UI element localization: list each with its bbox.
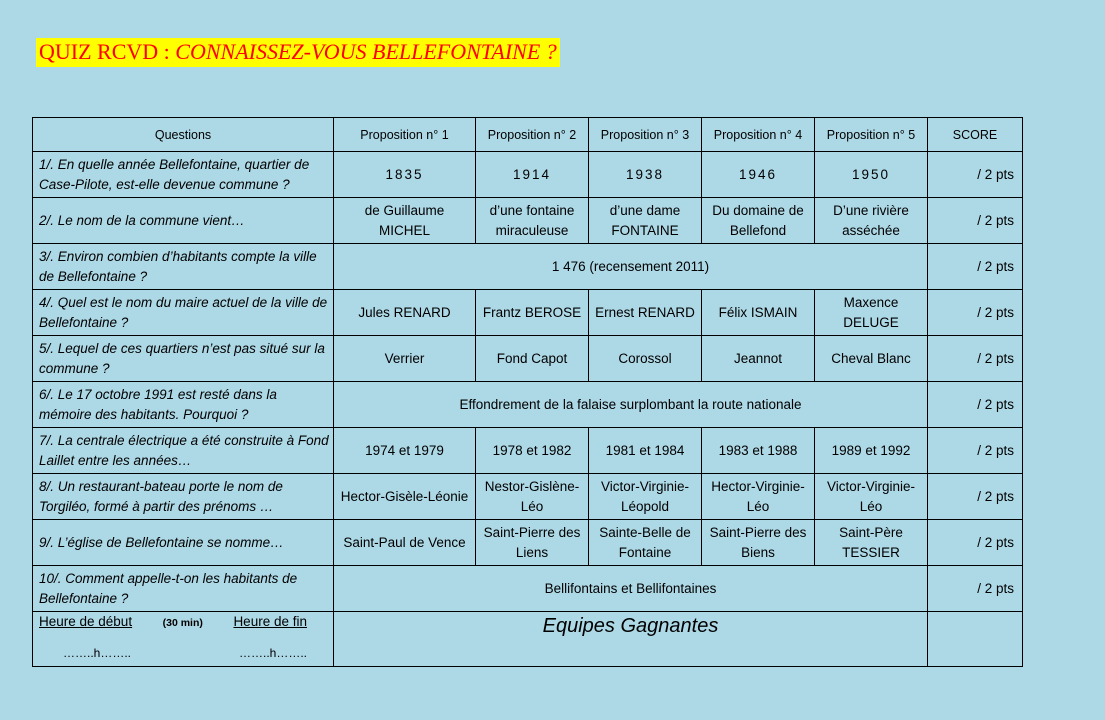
header-questions: Questions bbox=[33, 118, 334, 152]
proposition-cell: Victor-Virginie-Léo bbox=[815, 474, 928, 520]
duration-label: (30 min) bbox=[162, 617, 203, 629]
proposition-cell: 1989 et 1992 bbox=[815, 428, 928, 474]
proposition-cell: Hector-Virginie-Léo bbox=[702, 474, 815, 520]
question-row bbox=[33, 244, 1023, 290]
proposition-cell: 1950 bbox=[815, 152, 928, 198]
proposition-cell: Félix ISMAIN bbox=[702, 290, 815, 336]
question-text: 8/. Un restaurant-bateau porte le nom de Torgiléo, formé à partir des prénoms … bbox=[33, 474, 334, 520]
proposition-cell: Corossol bbox=[589, 336, 702, 382]
proposition-cell: 1938 bbox=[589, 152, 702, 198]
quiz-title-prefix: QUIZ RCVD : bbox=[39, 39, 170, 64]
header-score: SCORE bbox=[928, 118, 1023, 152]
question-text: 1/. En quelle année Bellefontaine, quartier de Case-Pilote, est-elle devenue commune ? bbox=[33, 152, 334, 198]
start-time-blank: ……..h…….. bbox=[63, 646, 132, 660]
question-text: 4/. Quel est le nom du maire actuel de la ville de Bellefontaine ? bbox=[33, 290, 334, 336]
question-row bbox=[33, 474, 1023, 520]
proposition-cell: Nestor-Gislène-Léo bbox=[476, 474, 589, 520]
proposition-cell: Saint-Pierre des Biens bbox=[702, 520, 815, 566]
footer-row bbox=[33, 612, 1023, 667]
question-row bbox=[33, 152, 1023, 198]
proposition-cell: Saint-Pierre des Liens bbox=[476, 520, 589, 566]
score-cell: / 2 pts bbox=[928, 336, 1023, 382]
score-cell: / 2 pts bbox=[928, 474, 1023, 520]
question-text: 3/. Environ combien d’habitants compte la ville de Bellefontaine ? bbox=[33, 244, 334, 290]
proposition-cell: Jeannot bbox=[702, 336, 815, 382]
time-cell bbox=[33, 612, 334, 667]
quiz-table bbox=[32, 117, 1023, 667]
merged-answer-cell: 1 476 (recensement 2011) bbox=[334, 244, 928, 290]
proposition-cell: Ernest RENARD bbox=[589, 290, 702, 336]
end-time-blank: ……..h…….. bbox=[238, 646, 307, 660]
winners-cell: Equipes Gagnantes bbox=[334, 612, 928, 667]
quiz-title bbox=[36, 38, 560, 67]
proposition-cell: d’une dame FONTAINE bbox=[589, 198, 702, 244]
proposition-cell: 1983 et 1988 bbox=[702, 428, 815, 474]
question-row bbox=[33, 520, 1023, 566]
question-row bbox=[33, 198, 1023, 244]
score-cell: / 2 pts bbox=[928, 520, 1023, 566]
header-proposition-1: Proposition n° 1 bbox=[334, 118, 476, 152]
proposition-cell: Du domaine de Bellefond bbox=[702, 198, 815, 244]
merged-answer-cell: Effondrement de la falaise surplombant la route nationale bbox=[334, 382, 928, 428]
question-row bbox=[33, 566, 1023, 612]
question-text: 5/. Lequel de ces quartiers n’est pas situé sur la commune ? bbox=[33, 336, 334, 382]
score-cell: / 2 pts bbox=[928, 290, 1023, 336]
start-time-label: Heure de début bbox=[39, 614, 133, 629]
question-text: 9/. L’église de Bellefontaine se nomme… bbox=[33, 520, 334, 566]
proposition-cell: d’une fontaine miraculeuse bbox=[476, 198, 589, 244]
proposition-cell: Verrier bbox=[334, 336, 476, 382]
end-time-label: Heure de fin bbox=[233, 614, 307, 629]
score-cell: / 2 pts bbox=[928, 382, 1023, 428]
proposition-cell: Fond Capot bbox=[476, 336, 589, 382]
header-proposition-3: Proposition n° 3 bbox=[589, 118, 702, 152]
question-row bbox=[33, 382, 1023, 428]
proposition-cell: Victor-Virginie-Léopold bbox=[589, 474, 702, 520]
proposition-cell: Saint-Père TESSIER bbox=[815, 520, 928, 566]
proposition-cell: Maxence DELUGE bbox=[815, 290, 928, 336]
proposition-cell: Cheval Blanc bbox=[815, 336, 928, 382]
empty-score-cell bbox=[928, 612, 1023, 667]
proposition-cell: 1835 bbox=[334, 152, 476, 198]
question-row bbox=[33, 336, 1023, 382]
question-text: 6/. Le 17 octobre 1991 est resté dans la mémoire des habitants. Pourquoi ? bbox=[33, 382, 334, 428]
question-row bbox=[33, 428, 1023, 474]
proposition-cell: D’une rivière asséchée bbox=[815, 198, 928, 244]
score-cell: / 2 pts bbox=[928, 198, 1023, 244]
proposition-cell: Frantz BEROSE bbox=[476, 290, 589, 336]
score-cell: / 2 pts bbox=[928, 244, 1023, 290]
proposition-cell: Sainte-Belle de Fontaine bbox=[589, 520, 702, 566]
header-proposition-2: Proposition n° 2 bbox=[476, 118, 589, 152]
score-cell: / 2 pts bbox=[928, 152, 1023, 198]
header-proposition-4: Proposition n° 4 bbox=[702, 118, 815, 152]
quiz-title-main: CONNAISSEZ-VOUS BELLEFONTAINE ? bbox=[175, 39, 557, 64]
proposition-cell: 1981 et 1984 bbox=[589, 428, 702, 474]
proposition-cell: Jules RENARD bbox=[334, 290, 476, 336]
proposition-cell: Hector-Gisèle-Léonie bbox=[334, 474, 476, 520]
question-text: 10/. Comment appelle-t-on les habitants de Bellefontaine ? bbox=[33, 566, 334, 612]
proposition-cell: 1914 bbox=[476, 152, 589, 198]
proposition-cell: 1946 bbox=[702, 152, 815, 198]
score-cell: / 2 pts bbox=[928, 428, 1023, 474]
proposition-cell: 1978 et 1982 bbox=[476, 428, 589, 474]
proposition-cell: 1974 et 1979 bbox=[334, 428, 476, 474]
merged-answer-cell: Bellifontains et Bellifontaines bbox=[334, 566, 928, 612]
score-cell: / 2 pts bbox=[928, 566, 1023, 612]
question-text: 2/. Le nom de la commune vient… bbox=[33, 198, 334, 244]
header-proposition-5: Proposition n° 5 bbox=[815, 118, 928, 152]
proposition-cell: de Guillaume MICHEL bbox=[334, 198, 476, 244]
question-text: 7/. La centrale électrique a été construite à Fond Laillet entre les années… bbox=[33, 428, 334, 474]
question-row bbox=[33, 290, 1023, 336]
proposition-cell: Saint-Paul de Vence bbox=[334, 520, 476, 566]
header-row bbox=[33, 118, 1023, 152]
